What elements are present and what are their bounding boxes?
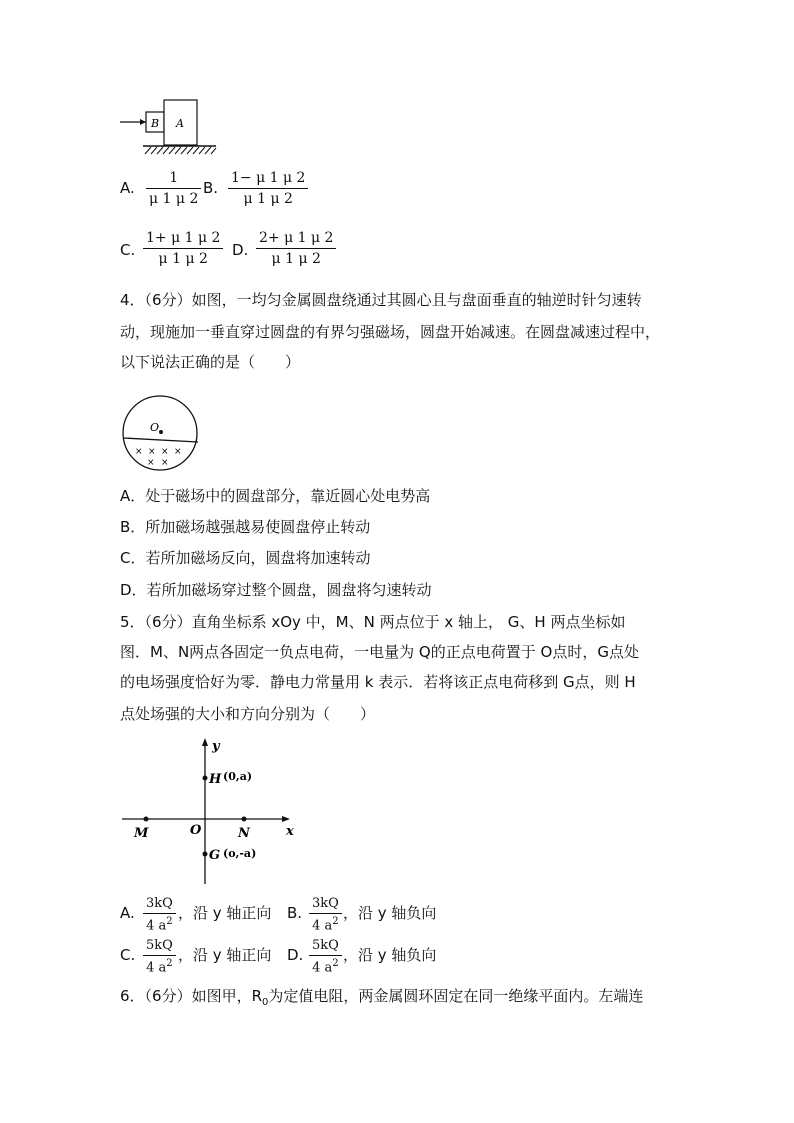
point-m-label: M <box>134 826 149 841</box>
block-figure <box>118 96 220 158</box>
fraction-denominator: 4 $a^2$ <box>312 958 339 976</box>
q5-option-a-text: ，沿 y 轴正向 <box>178 904 272 922</box>
q5-option-c-text: ，沿 y 轴正向 <box>178 946 272 964</box>
q4-option-c: C．若所加磁场反向，圆盘将加速转动 <box>120 549 371 567</box>
q5-stem-line-3: 的电场强度恰好为零．静电力常量用 k 表示．若将该正点电荷移到 G点，则 H <box>120 673 636 691</box>
q3-option-d-label: D. <box>232 241 249 259</box>
fraction-numerator: 1+ μ 1 μ 2 <box>146 230 221 246</box>
q3-option-a-fraction <box>146 170 201 207</box>
svg-text:×: × <box>147 458 155 468</box>
q4-stem-line-3: 以下说法正确的是（ ） <box>120 353 301 371</box>
block-b-label: B <box>151 117 160 130</box>
point-g-label: G <box>209 848 221 863</box>
fraction-denominator: 4 $a^2$ <box>312 916 339 934</box>
q5-option-b-text: ，沿 y 轴负向 <box>343 904 437 922</box>
point-n-label: N <box>238 826 250 841</box>
fraction-numerator: 3kQ <box>312 896 339 911</box>
fraction-numerator: 2+ μ 1 μ 2 <box>259 230 334 246</box>
q3-option-a-label: A. <box>120 179 135 197</box>
q5-option-d-fraction <box>309 938 342 975</box>
q5-stem-line-4: 点处场强的大小和方向分别为（ ） <box>120 705 376 723</box>
fraction-denominator: μ 1 μ 2 <box>158 251 208 267</box>
fraction-numerator: 1− μ 1 μ 2 <box>231 170 306 186</box>
q5-option-d-text: ，沿 y 轴负向 <box>343 946 437 964</box>
point-h-coord: (0,a) <box>223 770 253 783</box>
svg-text:×: × <box>161 458 169 468</box>
q6-stem-line-1: 6．（6分）如图甲，$R_0$为定值电阻，两金属圆环固定在同一绝缘平面内。左端连 <box>120 987 644 1008</box>
q5-option-b-label: B. <box>287 904 303 922</box>
q5-option-c-fraction <box>143 938 176 975</box>
q3-option-c-fraction <box>143 230 223 267</box>
q5-stem-line-2: 图．M、N两点各固定一负点电荷，一电量为 Q的正点电荷置于 O点时，G点处 <box>120 643 639 661</box>
q4-stem-line-1: 4．（6分）如图，一均匀金属圆盘绕通过其圆心且与盘面垂直的轴逆时针匀速转 <box>120 291 642 309</box>
fraction-numerator: 5kQ <box>146 938 173 953</box>
q3-option-d-fraction <box>256 230 336 267</box>
block-a-label: A <box>176 117 184 130</box>
svg-text:×: × <box>161 447 169 457</box>
svg-text:×: × <box>174 447 182 457</box>
fraction-numerator: 1 <box>169 170 179 186</box>
q5-option-a-fraction <box>143 896 176 933</box>
fraction-denominator: 4 $a^2$ <box>146 958 173 976</box>
fraction-numerator: 3kQ <box>146 896 173 911</box>
svg-text:×: × <box>135 447 143 457</box>
coordinate-figure <box>118 736 308 888</box>
q4-option-a: A．处于磁场中的圆盘部分，靠近圆心处电势高 <box>120 487 431 505</box>
q3-option-b-label: B. <box>203 179 219 197</box>
q4-stem-line-2: 动，现施加一垂直穿过圆盘的有界匀强磁场，圆盘开始减速。在圆盘减速过程中， <box>120 323 661 341</box>
point-h-label: H <box>209 772 222 787</box>
y-axis-label: y <box>212 739 220 754</box>
point-g-coord: (o,-a) <box>223 847 257 860</box>
fraction-denominator: μ 1 μ 2 <box>243 191 293 207</box>
svg-text:×: × <box>148 447 156 457</box>
disk-center-label: O <box>150 421 160 434</box>
fraction-denominator: μ 1 μ 2 <box>149 191 199 207</box>
disk-magnetic-figure <box>118 395 206 475</box>
q5-stem-line-1: 5．（6分）直角坐标系 xOy 中，M、N 两点位于 x 轴上， G、H 两点坐标如 <box>120 613 626 631</box>
q3-option-c-label: C. <box>120 241 136 259</box>
fraction-denominator: 4 $a^2$ <box>146 916 173 934</box>
origin-label: O <box>190 823 202 838</box>
fraction-denominator: μ 1 μ 2 <box>271 251 321 267</box>
q5-option-b-fraction <box>309 896 342 933</box>
fraction-numerator: 5kQ <box>312 938 339 953</box>
q5-option-a-label: A. <box>120 904 135 922</box>
q5-option-c-label: C. <box>120 946 136 964</box>
q4-option-b: B．所加磁场越强越易使圆盘停止转动 <box>120 518 371 536</box>
q5-option-d-label: D. <box>287 946 304 964</box>
x-axis-label: x <box>286 824 294 839</box>
q4-option-d: D．若所加磁场穿过整个圆盘，圆盘将匀速转动 <box>120 581 432 599</box>
q3-option-b-fraction <box>228 170 308 207</box>
